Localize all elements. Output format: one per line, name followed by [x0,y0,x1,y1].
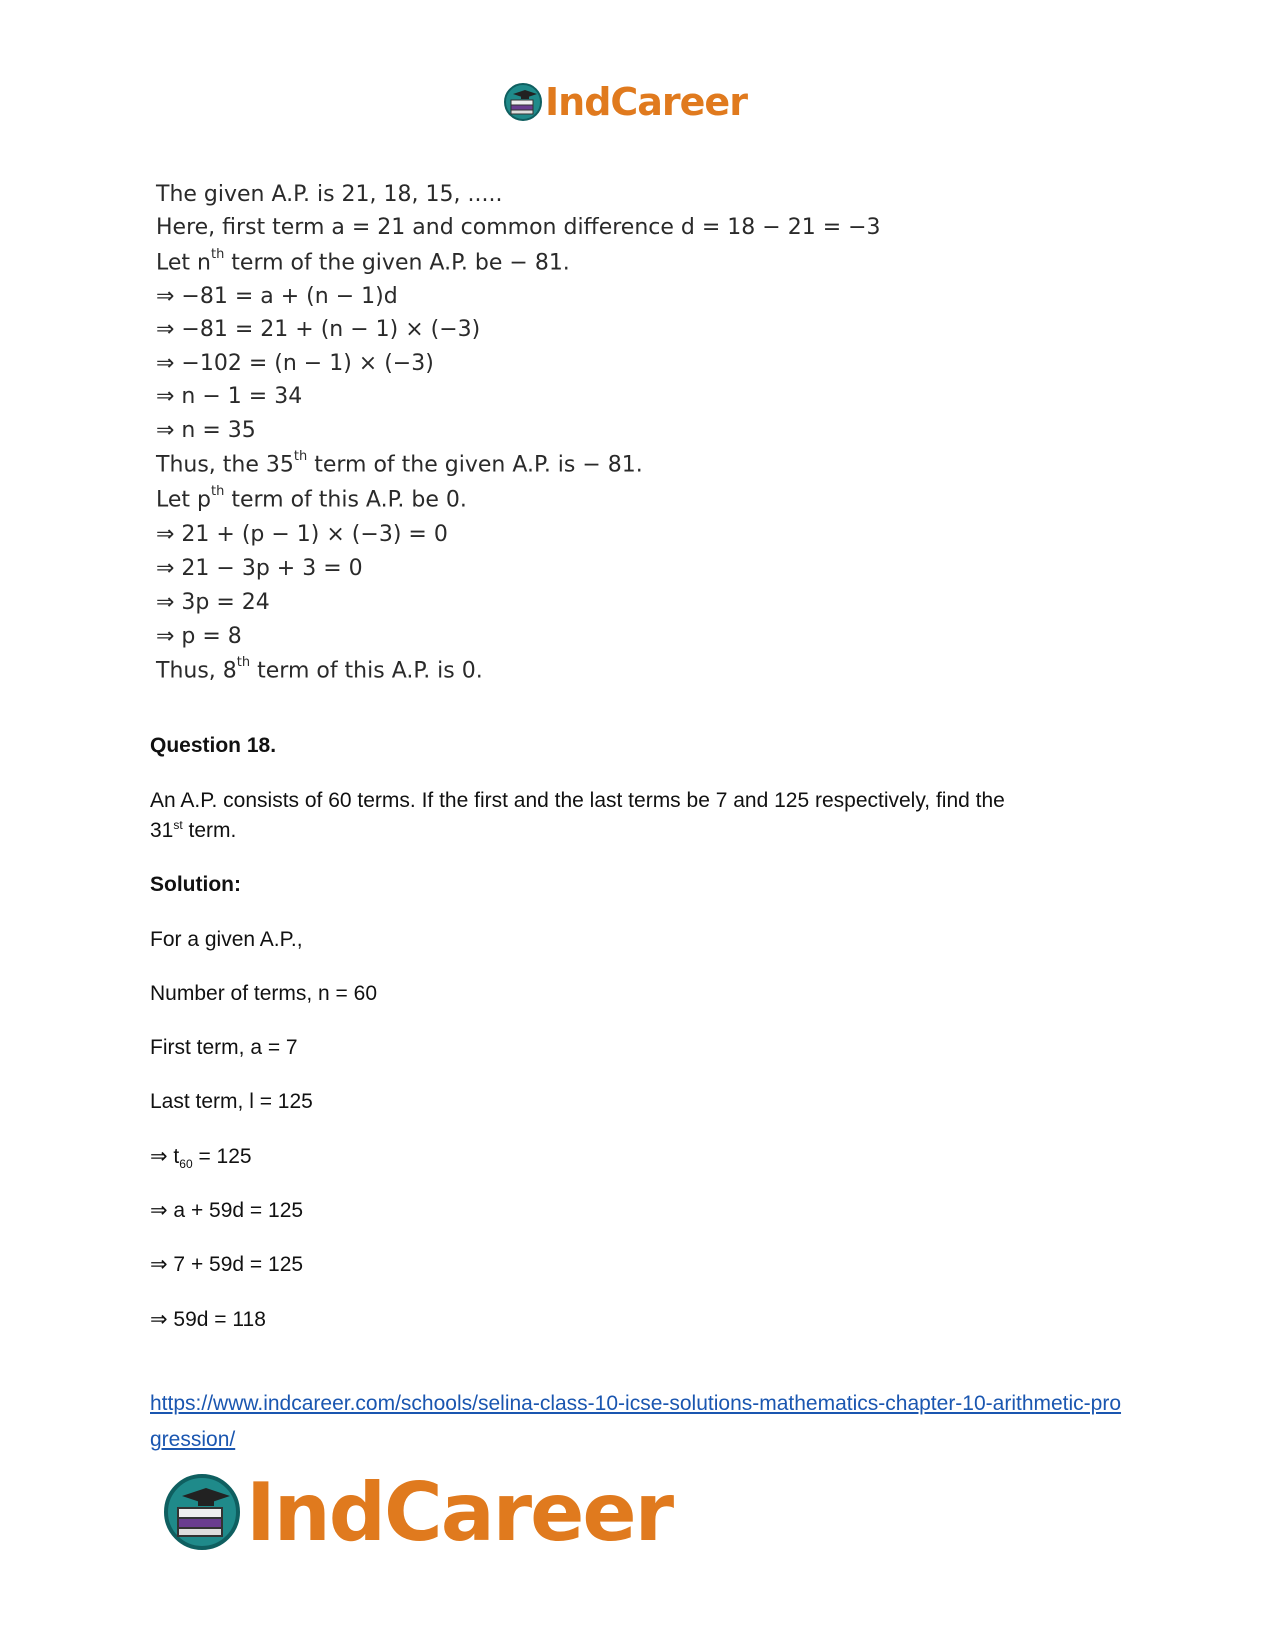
solution-line: Number of terms, n = 60 [150,982,378,1005]
math-line: ⇒ −81 = a + (n − 1)d [156,284,398,309]
source-link[interactable]: https://www.indcareer.com/schools/selina-class-10-icse-solutions-mathematics-chapter-10-arithmetic-progression/ [150,1392,1122,1451]
math-line: Let $n^{th}$ term of the given A.P. be − 81. [156,247,570,276]
globe-book-icon [162,1472,242,1552]
math-line: Thus, 8th term of this A.P. is 0. [156,655,483,684]
math-line: ⇒ −102 = (n − 1) × (−3) [156,351,434,376]
math-line: ⇒ p = 8 [156,624,242,649]
brand-name: IndCareer [246,1465,673,1559]
math-line: ⇒ 21 − 3p + 3 = 0 [156,556,363,581]
math-line: ⇒ n − 1 = 34 [156,384,303,409]
solution-line: ⇒ 7 + 59d = 125 [150,1253,304,1276]
solution-heading: Solution: [150,873,241,896]
solution-line: ⇒ a + 59d = 125 [150,1199,304,1222]
solution-line: Last term, l = 125 [150,1090,313,1113]
question-text-line-2: 31st term. [150,818,237,842]
math-line: ⇒ −81 = 21 + (n − 1) × (−3) [156,317,481,342]
question-text-line-1: An A.P. consists of 60 terms. If the first and the last terms be 7 and 125 respectively, find the [150,789,1005,812]
question-heading: Question 18. [150,734,277,757]
solution-line: ⇒ $t_{60} = 125$ [150,1145,252,1172]
solution-line: ⇒ 59d = 118 [150,1308,266,1331]
solution-line: First term, a = 7 [150,1036,298,1059]
indcareer-logo-top [503,80,747,124]
math-line: Here, first term a = 21 and common difference d = 18 − 21 = −3 [156,215,881,240]
indcareer-logo-bottom [162,1465,673,1559]
math-line: Let $p^{th}$ term of this A.P. be 0. [156,484,467,513]
globe-book-icon [503,82,543,122]
math-line: The given A.P. is 21, 18, 15, ..... [156,182,503,207]
brand-name: IndCareer [545,80,747,124]
math-line: Thus, the 35th term of the given A.P. is − 81. [156,449,643,478]
math-line: ⇒ 21 + (p − 1) × (−3) = 0 [156,522,448,547]
math-line: ⇒ n = 35 [156,418,256,443]
solution-line: For a given A.P., [150,928,303,951]
math-line: ⇒ 3p = 24 [156,590,270,615]
